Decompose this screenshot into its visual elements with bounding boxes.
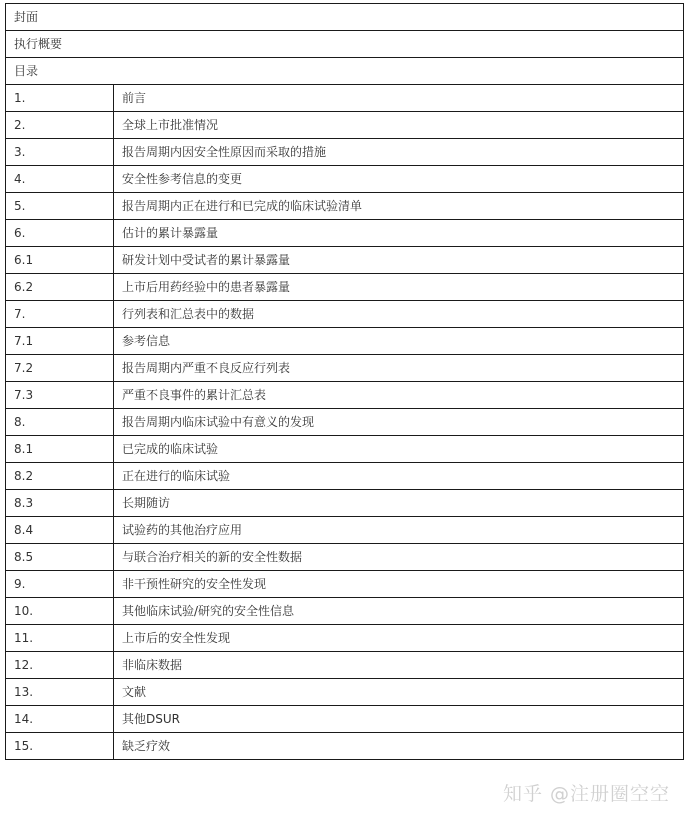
section-title: 长期随访 (114, 490, 684, 517)
toc-body (6, 4, 684, 760)
table-row (6, 544, 684, 571)
section-title: 试验药的其他治疗应用 (114, 517, 684, 544)
section-title: 报告周期内正在进行和已完成的临床试验清单 (114, 193, 684, 220)
section-number: 7. (6, 301, 114, 328)
table-row (6, 220, 684, 247)
section-title: 报告周期内临床试验中有意义的发现 (114, 409, 684, 436)
section-title: 全球上市批准情况 (114, 112, 684, 139)
section-title: 前言 (114, 85, 684, 112)
section-number: 10. (6, 598, 114, 625)
table-row (6, 409, 684, 436)
section-number: 3. (6, 139, 114, 166)
table-row (6, 328, 684, 355)
section-number: 8.5 (6, 544, 114, 571)
section-title: 其他DSUR (114, 706, 684, 733)
section-number: 8. (6, 409, 114, 436)
section-title: 正在进行的临床试验 (114, 463, 684, 490)
table-row (6, 490, 684, 517)
section-number: 7.3 (6, 382, 114, 409)
table-row (6, 355, 684, 382)
table-row (6, 112, 684, 139)
table-row (6, 247, 684, 274)
section-number: 9. (6, 571, 114, 598)
header-row-contents (6, 58, 684, 85)
section-number: 12. (6, 652, 114, 679)
table-row (6, 139, 684, 166)
table-row (6, 463, 684, 490)
section-title: 与联合治疗相关的新的安全性数据 (114, 544, 684, 571)
table-row (6, 382, 684, 409)
table-row (6, 625, 684, 652)
section-number: 8.3 (6, 490, 114, 517)
section-number: 7.1 (6, 328, 114, 355)
table-row (6, 706, 684, 733)
table-row (6, 274, 684, 301)
table-row (6, 733, 684, 760)
section-title: 安全性参考信息的变更 (114, 166, 684, 193)
header-cell: 执行概要 (6, 31, 684, 58)
section-title: 报告周期内因安全性原因而采取的措施 (114, 139, 684, 166)
toc-table (5, 3, 684, 760)
section-number: 8.1 (6, 436, 114, 463)
section-title: 严重不良事件的累计汇总表 (114, 382, 684, 409)
section-number: 7.2 (6, 355, 114, 382)
section-title: 报告周期内严重不良反应行列表 (114, 355, 684, 382)
header-cell: 封面 (6, 4, 684, 31)
table-row (6, 571, 684, 598)
table-row (6, 436, 684, 463)
section-number: 5. (6, 193, 114, 220)
watermark: 知乎 @注册圈空空 (502, 783, 670, 805)
section-number: 6.2 (6, 274, 114, 301)
section-title: 参考信息 (114, 328, 684, 355)
section-number: 8.4 (6, 517, 114, 544)
table-row (6, 193, 684, 220)
section-title: 上市后的安全性发现 (114, 625, 684, 652)
section-number: 15. (6, 733, 114, 760)
section-number: 11. (6, 625, 114, 652)
header-row-cover (6, 4, 684, 31)
section-title: 文献 (114, 679, 684, 706)
section-title: 已完成的临床试验 (114, 436, 684, 463)
table-row (6, 679, 684, 706)
table-row (6, 85, 684, 112)
table-row (6, 598, 684, 625)
section-number: 4. (6, 166, 114, 193)
section-number: 13. (6, 679, 114, 706)
section-number: 2. (6, 112, 114, 139)
section-title: 其他临床试验/研究的安全性信息 (114, 598, 684, 625)
section-number: 8.2 (6, 463, 114, 490)
section-title: 非干预性研究的安全性发现 (114, 571, 684, 598)
header-cell: 目录 (6, 58, 684, 85)
section-title: 研发计划中受试者的累计暴露量 (114, 247, 684, 274)
table-row (6, 517, 684, 544)
table-row (6, 166, 684, 193)
section-number: 6.1 (6, 247, 114, 274)
section-title: 非临床数据 (114, 652, 684, 679)
section-number: 6. (6, 220, 114, 247)
table-row (6, 652, 684, 679)
section-number: 14. (6, 706, 114, 733)
section-title: 行列表和汇总表中的数据 (114, 301, 684, 328)
header-row-executive-summary (6, 31, 684, 58)
section-title: 缺乏疗效 (114, 733, 684, 760)
section-number: 1. (6, 85, 114, 112)
table-row (6, 301, 684, 328)
section-title: 上市后用药经验中的患者暴露量 (114, 274, 684, 301)
section-title: 估计的累计暴露量 (114, 220, 684, 247)
